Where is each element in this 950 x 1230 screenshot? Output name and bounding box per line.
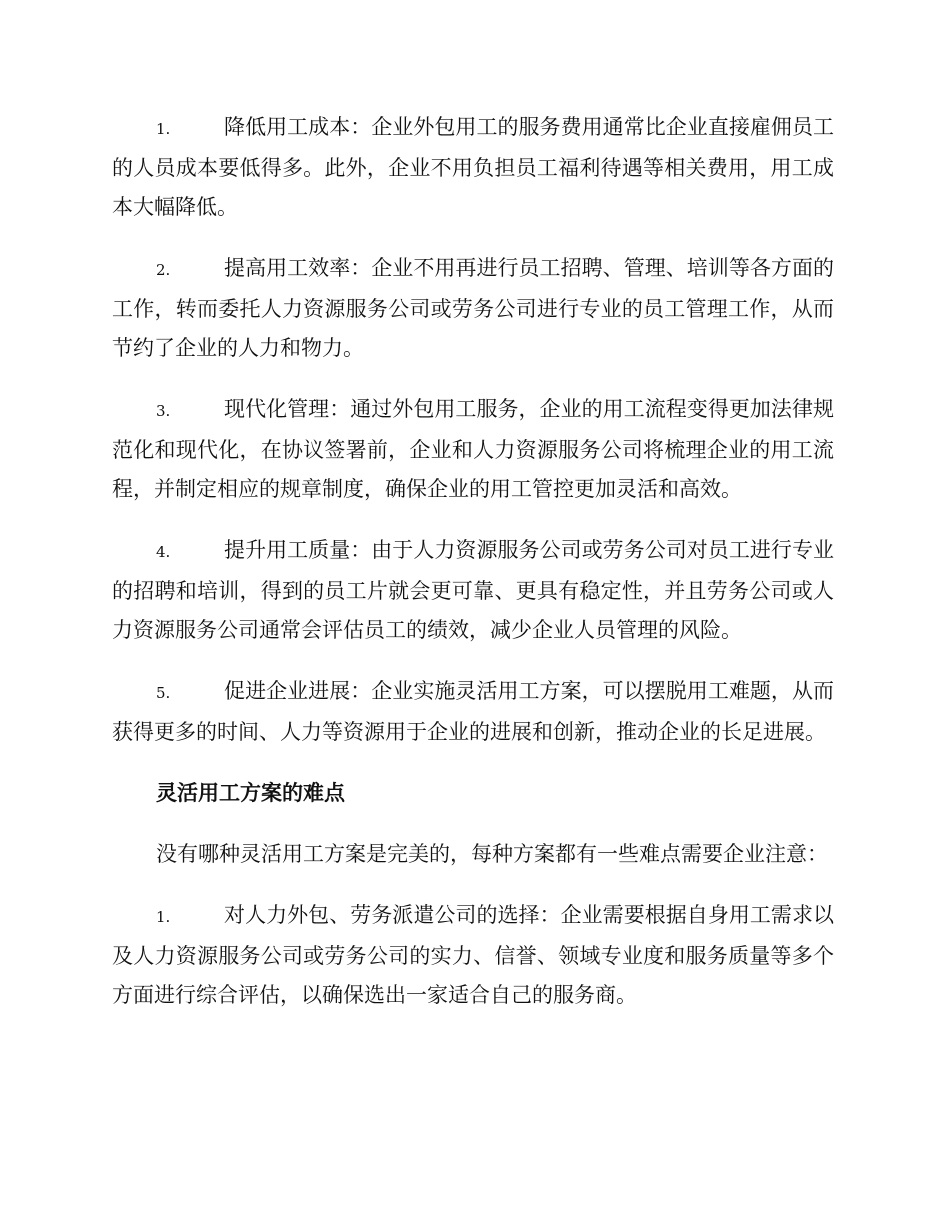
list-number: 1. bbox=[156, 908, 171, 926]
list-item-management bbox=[112, 390, 834, 509]
intro-paragraph: 没有哪种灵活用工方案是完美的，每种方案都有一些难点需要企业注意： bbox=[156, 842, 828, 866]
section-heading: 灵活用工方案的难点 bbox=[156, 781, 345, 805]
list-text: 提升用工质量：由于人力资源服务公司或劳务公司对员工进行专业的招聘和培训，得到的员工片就会更可靠、更具有稳定性，并且劳务公司或人力资源服务公司通常会评估员工的绩效，减少企业人员管理的风险。 bbox=[112, 538, 834, 642]
list-item-progress bbox=[112, 672, 834, 752]
list-item-cost bbox=[112, 108, 834, 227]
list-number: 1. bbox=[156, 120, 171, 138]
list-item-quality bbox=[112, 531, 834, 650]
list-text: 促进企业进展：企业实施灵活用工方案，可以摆脱用工难题，从而获得更多的时间、人力等资源用于企业的进展和创新，推动企业的长足进展。 bbox=[112, 679, 834, 744]
list-text: 降低用工成本：企业外包用工的服务费用通常比企业直接雇佣员工的人员成本要低得多。此外，企业不用负担员工福利待遇等相关费用，用工成本大幅降低。 bbox=[112, 115, 834, 219]
list-number: 3. bbox=[156, 402, 171, 420]
list-item-efficiency bbox=[112, 249, 834, 368]
list-number: 4. bbox=[156, 543, 171, 561]
list-text: 现代化管理：通过外包用工服务，企业的用工流程变得更加法律规范化和现代化，在协议签署前，企业和人力资源服务公司将梳理企业的用工流程，并制定相应的规章制度，确保企业的用工管控更加灵活和高效。 bbox=[112, 397, 834, 501]
list-text: 提高用工效率：企业不用再进行员工招聘、管理、培训等各方面的工作，转而委托人力资源服务公司或劳务公司进行专业的员工管理工作，从而节约了企业的人力和物力。 bbox=[112, 256, 834, 360]
list-number: 5. bbox=[156, 684, 171, 702]
list-text: 对人力外包、劳务派遣公司的选择：企业需要根据自身用工需求以及人力资源服务公司或劳务公司的实力、信誉、领域专业度和服务质量等多个方面进行综合评估，以确保选出一家适合自己的服务商。 bbox=[112, 903, 834, 1007]
list-item-vendor-selection bbox=[112, 896, 834, 1015]
document-page bbox=[112, 108, 834, 1037]
list-number: 2. bbox=[156, 261, 171, 279]
